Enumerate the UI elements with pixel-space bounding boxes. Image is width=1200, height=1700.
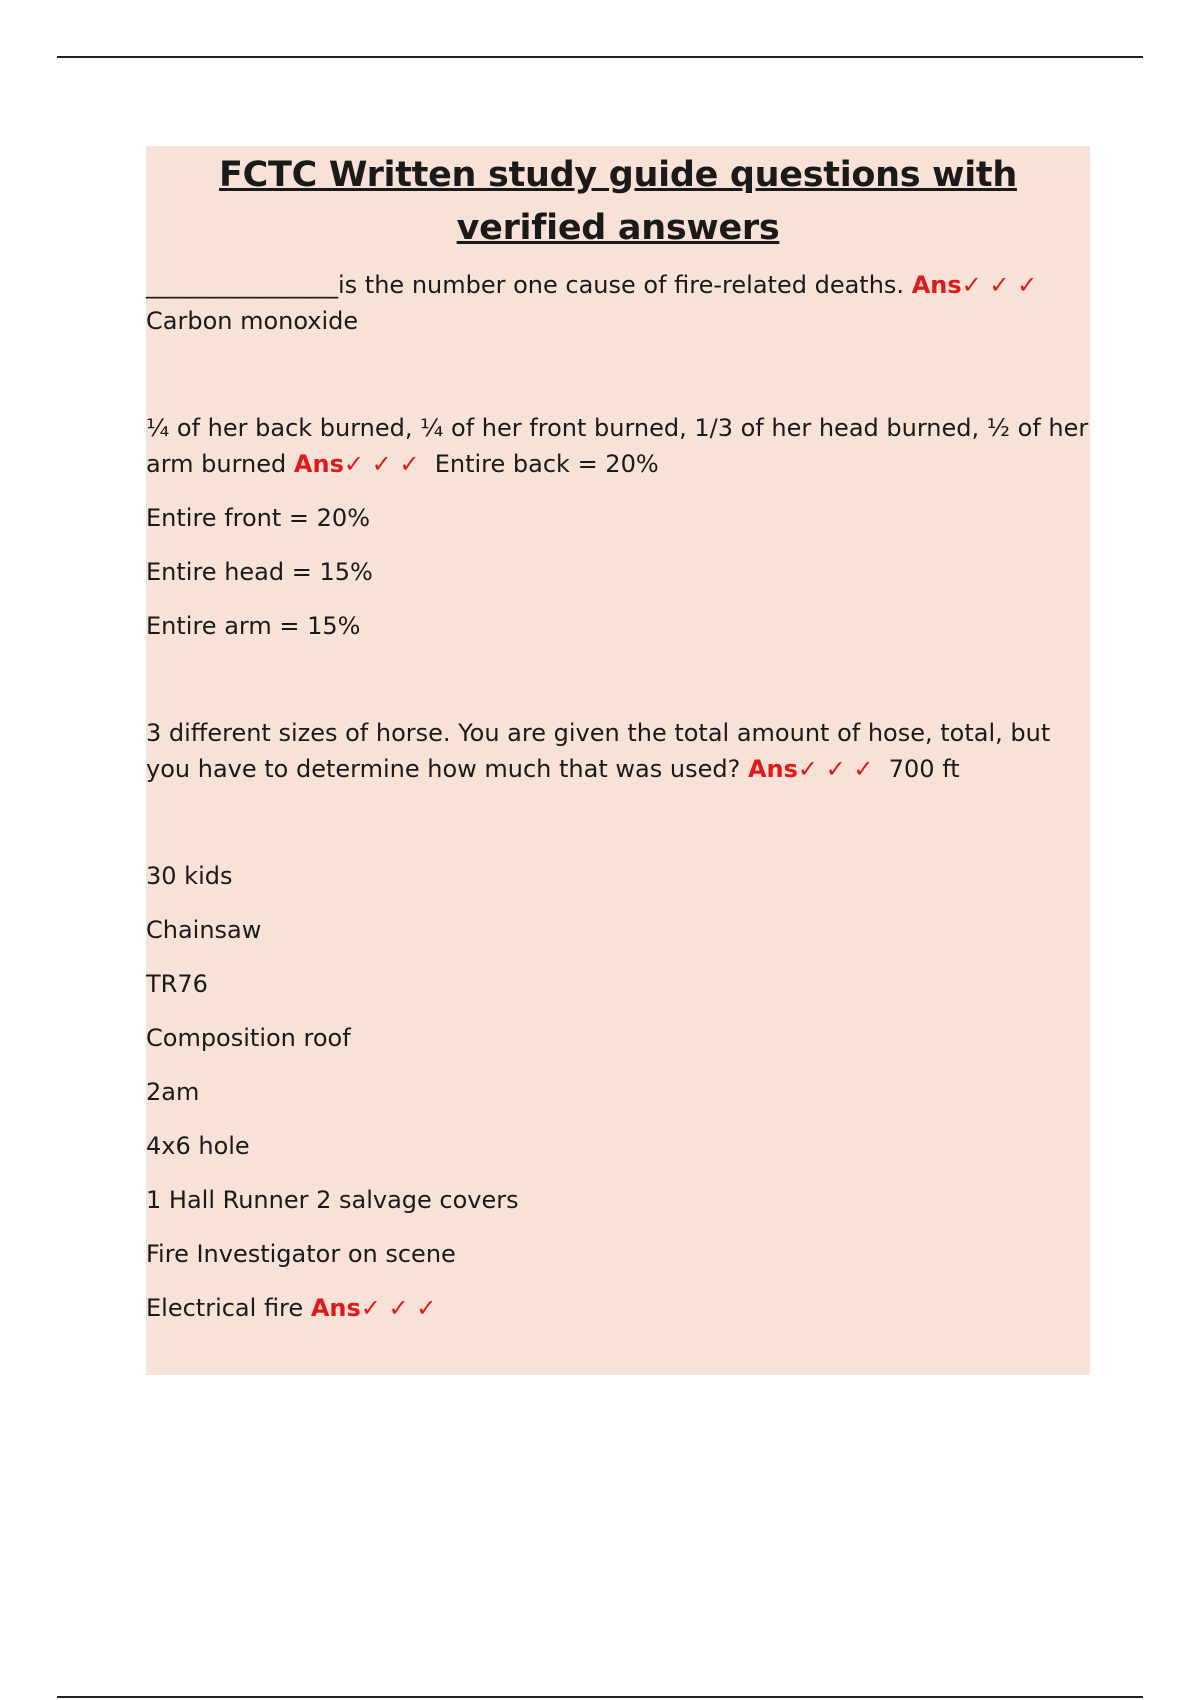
- question-2-answer-line: Entire head = 15%: [146, 558, 373, 586]
- checkmark-icons: ✓ ✓ ✓: [360, 1294, 437, 1322]
- answer-marker: Ans✓ ✓ ✓: [293, 450, 420, 478]
- question-1-text: [146, 267, 1090, 303]
- question-4-line: 4x6 hole: [146, 1132, 250, 1160]
- question-2-prompt: ¼ of her back burned, ¼ of her front burned, 1/3 of her head burned, ½ of her arm burned: [146, 414, 1096, 478]
- answer-marker: Ans✓ ✓ ✓: [747, 755, 874, 783]
- question-2: [146, 410, 1096, 644]
- header-rule: [57, 56, 1143, 58]
- question-4-last-line: [146, 1290, 1090, 1326]
- question-4-line: Chainsaw: [146, 916, 262, 944]
- question-2-answer-line: Entire arm = 15%: [146, 612, 361, 640]
- question-4-line: Composition roof: [146, 1024, 351, 1052]
- question-4-line: 2am: [146, 1078, 200, 1106]
- question-1-answer: Carbon monoxide: [146, 307, 359, 335]
- question-4: [146, 858, 1090, 1326]
- question-4-answer: Electrical fire: [146, 1294, 304, 1322]
- document-title: FCTC Written study guide questions with verified answers: [219, 155, 1017, 248]
- question-4-line: 30 kids: [146, 862, 233, 890]
- checkmark-icons: ✓ ✓ ✓: [797, 755, 874, 783]
- question-1: [146, 267, 1090, 339]
- question-3-prompt: 3 different sizes of horse. You are given the total amount of hose, total, but you have to determine how much that was used?: [146, 719, 1058, 783]
- answer-marker: Ans✓ ✓ ✓: [911, 271, 1038, 299]
- footer-rule: [57, 1696, 1143, 1698]
- question-2-text: [146, 410, 1096, 482]
- question-3: [146, 715, 1090, 787]
- checkmark-icons: ✓ ✓ ✓: [343, 450, 420, 478]
- checkmark-icons: ✓ ✓ ✓: [961, 271, 1038, 299]
- question-2-answer-line: Entire front = 20%: [146, 504, 370, 532]
- question-1-prompt: ________________is the number one cause of fire-related deaths.: [146, 271, 905, 299]
- question-4-line: Fire Investigator on scene: [146, 1240, 456, 1268]
- study-guide-content: [146, 146, 1096, 1375]
- question-2-answer-first: Entire back = 20%: [434, 450, 659, 478]
- question-4-line: 1 Hall Runner 2 salvage covers: [146, 1186, 519, 1214]
- question-3-text: [146, 715, 1090, 787]
- question-4-line: TR76: [146, 970, 208, 998]
- question-3-answer: 700 ft: [888, 755, 960, 783]
- answer-marker: Ans✓ ✓ ✓: [310, 1294, 437, 1322]
